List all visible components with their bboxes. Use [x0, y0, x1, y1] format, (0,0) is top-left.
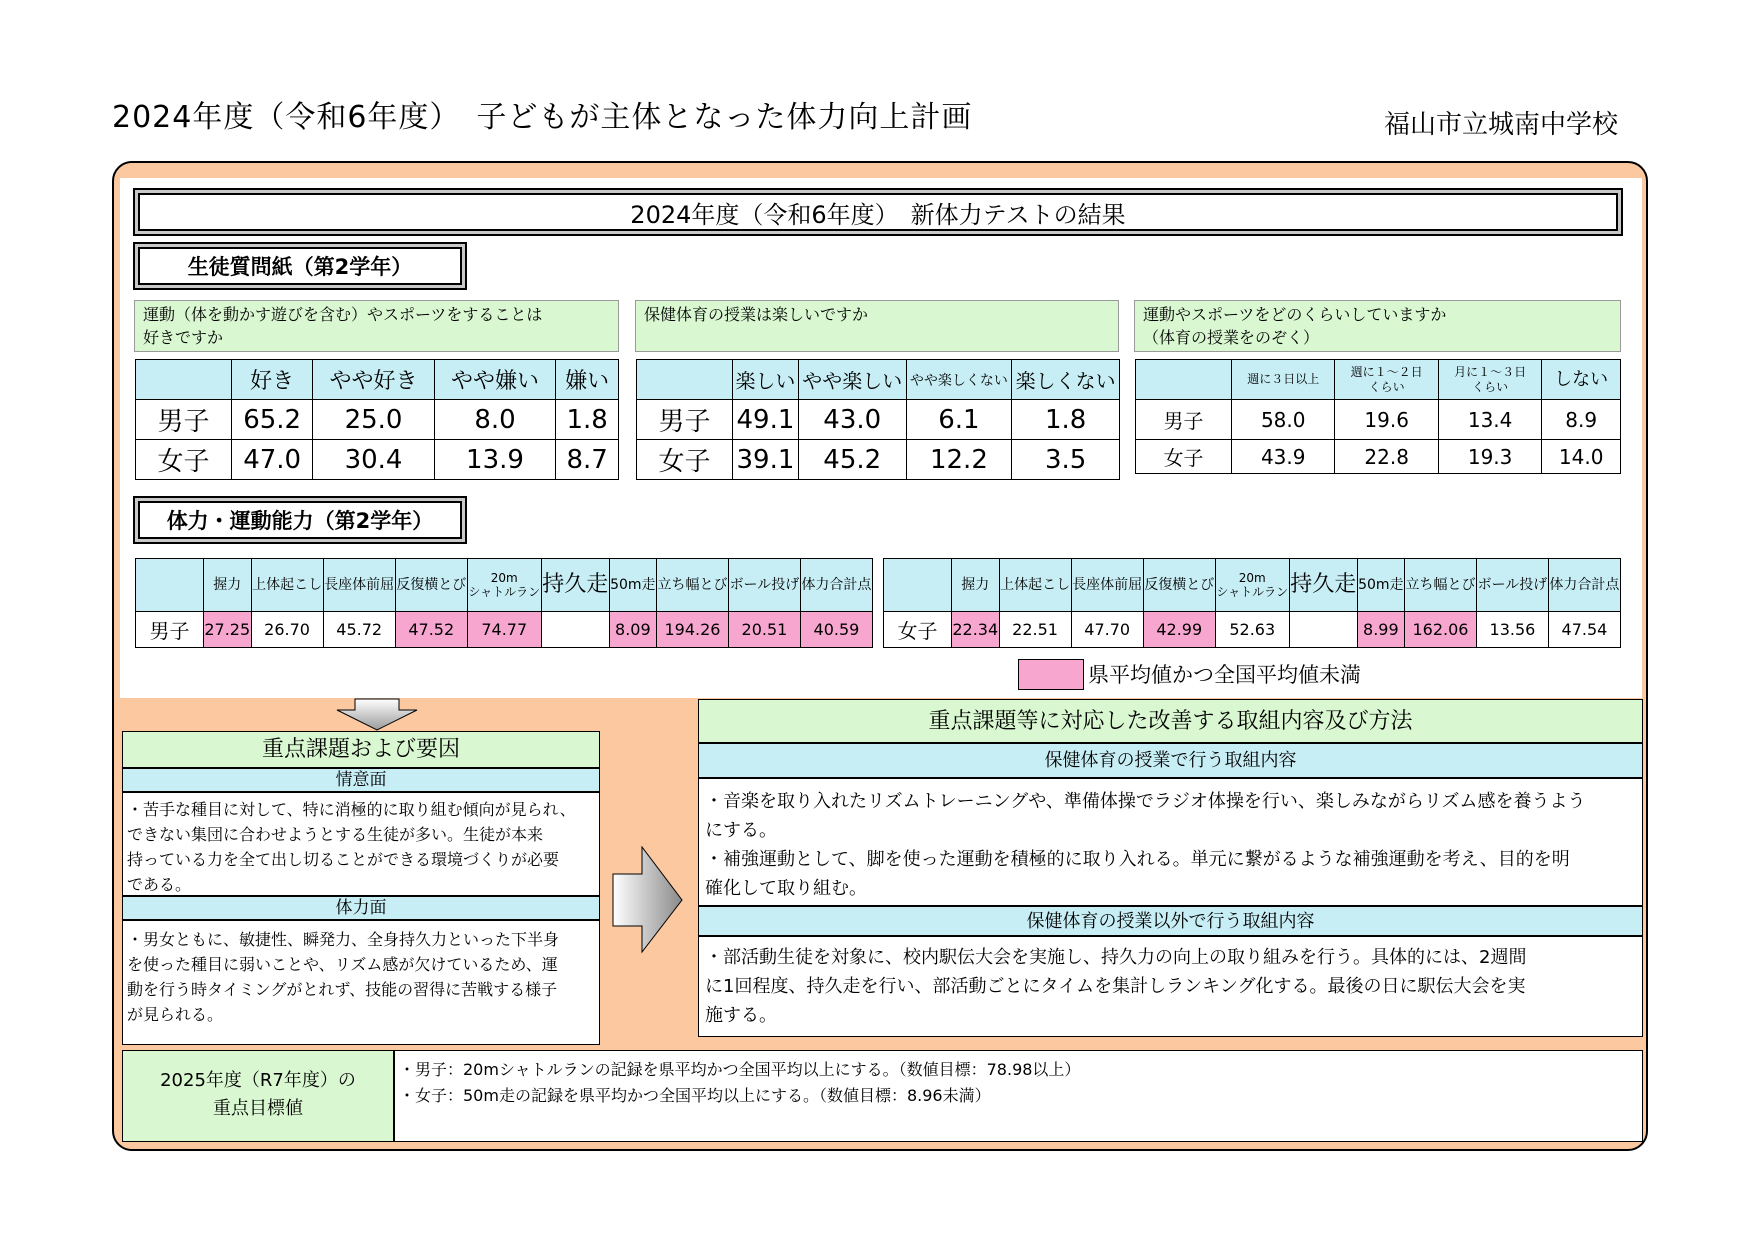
cell-value: 1.8	[556, 400, 619, 440]
table-row	[637, 440, 1120, 480]
row-label: 男子	[136, 400, 232, 440]
cell-value: 22.8	[1335, 440, 1438, 474]
cell-value: 8.09	[609, 612, 656, 648]
survey-table-2	[636, 359, 1120, 480]
fitness-label: 体力・運動能力（第2学年）	[133, 496, 467, 544]
cell-value: 1.8	[1012, 400, 1120, 440]
cell-value: 40.59	[800, 612, 872, 648]
mental-label: 情意面	[122, 768, 600, 792]
table-row	[1136, 400, 1621, 440]
cell-value: 52.63	[1215, 612, 1289, 648]
page-title: 2024年度（令和6年度） 子どもが主体となった体力向上計画	[112, 100, 973, 135]
column-header: 楽しくない	[1012, 360, 1120, 400]
cell-value: 8.7	[556, 440, 619, 480]
cell-value: 13.4	[1438, 400, 1541, 440]
table-header-row	[637, 360, 1120, 400]
column-header: 握力	[952, 559, 1000, 612]
row-label: 女子	[1136, 440, 1232, 474]
cell-value: 42.99	[1143, 612, 1215, 648]
legend-swatch	[1018, 659, 1084, 690]
column-header: 反復横とび	[1143, 559, 1215, 612]
survey-table-3	[1135, 359, 1621, 474]
survey-label: 生徒質問紙（第2学年）	[133, 242, 467, 290]
cell-value: 12.2	[906, 440, 1012, 480]
column-header: 立ち幅とび	[656, 559, 728, 612]
column-header: 50m走	[1357, 559, 1404, 612]
column-header: 体力合計点	[800, 559, 872, 612]
column-header: 持久走	[1289, 559, 1357, 612]
column-header: ボール投げ	[729, 559, 801, 612]
column-header: 楽しい	[733, 360, 799, 400]
cell-value: 27.25	[204, 612, 252, 648]
table-header-row	[136, 360, 619, 400]
physical-text: ・男女ともに、敏捷性、瞬発力、全身持久力といった下半身 を使った種目に弱いことや、リズム感が欠けているため、運 動を行う時タイミングがとれず、技能の習得に苦戦する様子 が見られる。	[122, 920, 600, 1045]
table-row	[1136, 440, 1621, 474]
column-header: 体力合計点	[1548, 559, 1620, 612]
cell-value	[541, 612, 609, 648]
table-row	[136, 440, 619, 480]
cell-value: 49.1	[733, 400, 799, 440]
cell-value: 39.1	[733, 440, 799, 480]
column-header: 週に３日以上	[1232, 360, 1335, 400]
cell-value: 47.0	[232, 440, 313, 480]
cell-value: 14.0	[1542, 440, 1621, 474]
section-title: 2024年度（令和6年度） 新体力テストの結果	[133, 188, 1623, 236]
survey-question-1: 運動（体を動かす遊びを含む）やスポーツをすることは 好きですか	[134, 300, 619, 352]
column-header: やや好き	[313, 360, 434, 400]
table-header-row	[136, 559, 873, 612]
column-header: 20m シャトルラン	[1215, 559, 1289, 612]
column-header: 長座体前屈	[1071, 559, 1143, 612]
table-row	[136, 400, 619, 440]
row-label: 女子	[136, 440, 232, 480]
table-header-row	[884, 559, 1621, 612]
cell-value: 20.51	[729, 612, 801, 648]
row-label: 男子	[637, 400, 733, 440]
cell-value: 43.0	[798, 400, 906, 440]
cell-value: 74.77	[467, 612, 541, 648]
cell-value: 3.5	[1012, 440, 1120, 480]
survey-question-3: 運動やスポーツをどのくらいしていますか （体育の授業をのぞく）	[1134, 300, 1621, 352]
table-row	[637, 400, 1120, 440]
cell-value: 8.99	[1357, 612, 1404, 648]
physical-label: 体力面	[122, 896, 600, 920]
column-header: 好き	[232, 360, 313, 400]
column-header: 週に１～２日 くらい	[1335, 360, 1438, 400]
column-header: やや楽しくない	[906, 360, 1012, 400]
column-header: 20m シャトルラン	[467, 559, 541, 612]
out-class-label: 保健体育の授業以外で行う取組内容	[698, 906, 1643, 936]
measures-title: 重点課題等に対応した改善する取組内容及び方法	[698, 699, 1643, 743]
row-label: 男子	[1136, 400, 1232, 440]
survey-question-2: 保健体育の授業は楽しいですか	[635, 300, 1119, 352]
legend-label: 県平均値かつ全国平均値未満	[1088, 663, 1361, 687]
cell-value: 47.70	[1071, 612, 1143, 648]
cell-value: 13.56	[1477, 612, 1549, 648]
cell-value: 22.34	[952, 612, 1000, 648]
cell-value: 22.51	[999, 612, 1071, 648]
cell-value: 58.0	[1232, 400, 1335, 440]
column-header: 嫌い	[556, 360, 619, 400]
row-label: 女子	[637, 440, 733, 480]
column-header: ボール投げ	[1477, 559, 1549, 612]
column-header: やや嫌い	[434, 360, 555, 400]
cell-value: 47.54	[1548, 612, 1620, 648]
cell-value: 26.70	[251, 612, 323, 648]
table-header-row	[1136, 360, 1621, 400]
target-text: ・男子：20mシャトルランの記録を県平均かつ全国平均以上にする。（数値目標：78.98以上） ・女子：50m走の記録を県平均かつ全国平均以上にする。（数値目標：8.96未満）	[394, 1050, 1643, 1142]
column-header: 反復横とび	[395, 559, 467, 612]
cell-value: 45.72	[323, 612, 395, 648]
right-arrow-icon	[612, 846, 684, 954]
column-header: 上体起こし	[251, 559, 323, 612]
cell-value: 8.0	[434, 400, 555, 440]
cell-value: 162.06	[1404, 612, 1476, 648]
issues-title: 重点課題および要因	[122, 731, 600, 768]
cell-value: 8.9	[1542, 400, 1621, 440]
cell-value: 43.9	[1232, 440, 1335, 474]
column-header: 上体起こし	[999, 559, 1071, 612]
column-header: 持久走	[541, 559, 609, 612]
cell-value: 19.3	[1438, 440, 1541, 474]
in-class-label: 保健体育の授業で行う取組内容	[698, 743, 1643, 778]
table-row	[884, 612, 1621, 648]
cell-value: 6.1	[906, 400, 1012, 440]
cell-value: 65.2	[232, 400, 313, 440]
down-arrow-icon	[335, 698, 419, 732]
mental-text: ・苦手な種目に対して、特に消極的に取り組む傾向が見られ、 できない集団に合わせようとする生徒が多い。生徒が本来 持っている力を全て出し切ることができる環境づくりが必要 である。	[122, 792, 600, 896]
column-header: 握力	[204, 559, 252, 612]
in-class-text: ・音楽を取り入れたリズムトレーニングや、準備体操でラジオ体操を行い、楽しみながらリズム感を養うよう にする。 ・補強運動として、脚を使った運動を積極的に取り入れる。単元に繋がるような補強運動を考え、目的を明 確化して取り組む。	[698, 778, 1643, 906]
row-label: 女子	[884, 612, 952, 648]
column-header: 50m走	[609, 559, 656, 612]
cell-value: 45.2	[798, 440, 906, 480]
cell-value: 30.4	[313, 440, 434, 480]
target-label: 2025年度（R7年度）の 重点目標値	[122, 1050, 394, 1142]
cell-value	[1289, 612, 1357, 648]
column-header: 長座体前屈	[323, 559, 395, 612]
table-row	[136, 612, 873, 648]
column-header: 立ち幅とび	[1404, 559, 1476, 612]
cell-value: 25.0	[313, 400, 434, 440]
cell-value: 19.6	[1335, 400, 1438, 440]
column-header: しない	[1542, 360, 1621, 400]
cell-value: 194.26	[656, 612, 728, 648]
school-name: 福山市立城南中学校	[1384, 110, 1619, 140]
fitness-table-female	[883, 558, 1621, 648]
fitness-table-male	[135, 558, 873, 648]
out-class-text: ・部活動生徒を対象に、校内駅伝大会を実施し、持久力の向上の取り組みを行う。具体的には、2週間 に1回程度、持久走を行い、部活動ごとにタイムを集計しランキング化する。最後の日に駅伝大会を実 施する。	[698, 936, 1643, 1037]
row-label: 男子	[136, 612, 204, 648]
cell-value: 47.52	[395, 612, 467, 648]
cell-value: 13.9	[434, 440, 555, 480]
column-header: 月に１～３日 くらい	[1438, 360, 1541, 400]
survey-table-1	[135, 359, 619, 480]
column-header: やや楽しい	[798, 360, 906, 400]
